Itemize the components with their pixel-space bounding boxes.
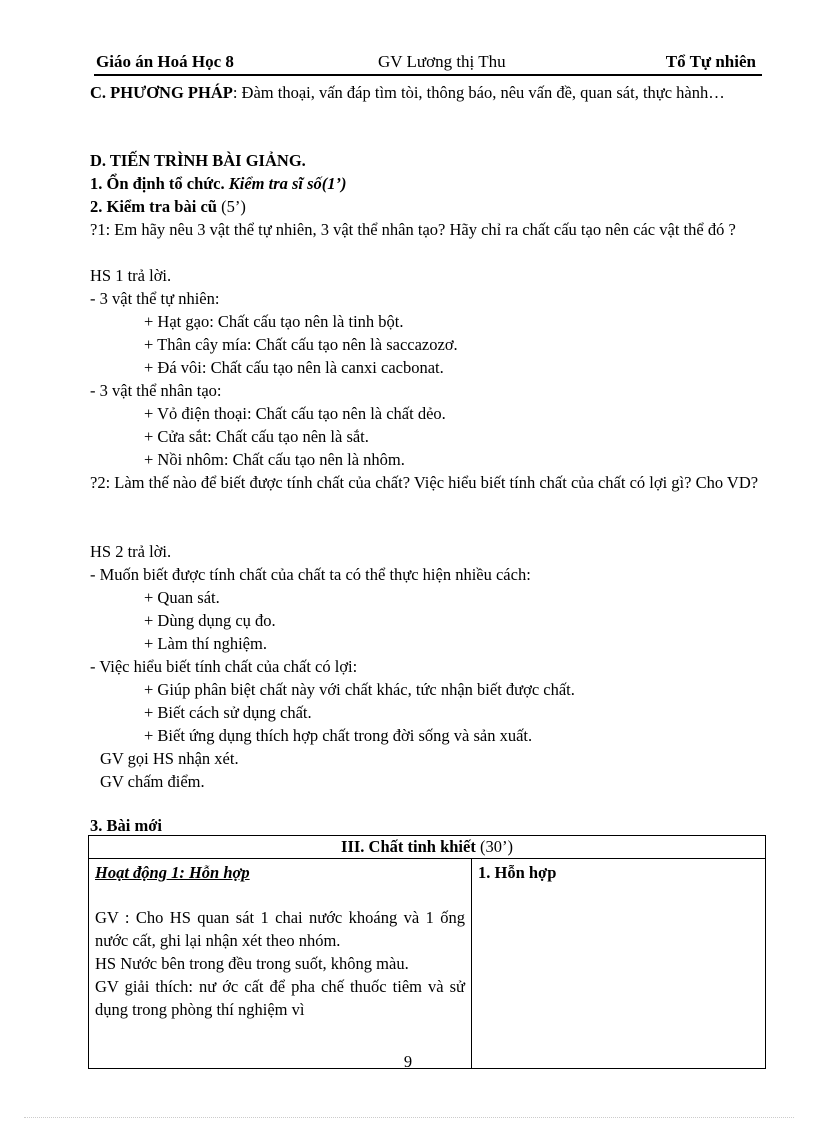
- section-c: [90, 82, 765, 104]
- header-teacher: GV Lương thị Thu: [378, 52, 506, 71]
- list-item: + Đá vôi: Chất cấu tạo nên là canxi cacbonat.: [144, 358, 444, 377]
- step-2-time: (5’): [221, 197, 246, 216]
- list-item: + Nồi nhôm: Chất cấu tạo nên là nhôm.: [144, 450, 405, 469]
- lesson-table: [88, 835, 766, 1069]
- section-c-label: C. PHƯƠNG PHÁP: [90, 83, 233, 102]
- list-item: + Quan sát.: [144, 588, 220, 607]
- q1-artificial-title: - 3 vật thể nhân tạo:: [90, 381, 222, 400]
- list-item: + Biết cách sử dụng chất.: [144, 703, 312, 722]
- header-subject: Giáo án Hoá Học 8: [96, 52, 234, 71]
- question-2: ?2: Làm thế nào để biết được tính chất của chất? Việc hiểu biết tính chất của chất có lợi gì? Cho VD?: [90, 473, 759, 492]
- table-header: [89, 836, 766, 859]
- page-boundary: [24, 1117, 794, 1118]
- new-lesson-title: 3. Bài mới: [90, 816, 162, 835]
- q2-benefit-title: - Việc hiểu biết tính chất của chất có lợi:: [90, 657, 358, 676]
- q2-ways-title: - Muốn biết được tính chất của chất ta có thể thực hiện nhiều cách:: [90, 565, 531, 584]
- q1-natural-title: - 3 vật thể tự nhiên:: [90, 289, 220, 308]
- list-item: + Giúp phân biệt chất này với chất khác, tức nhận biết được chất.: [144, 680, 575, 699]
- section-d-title: D. TIẾN TRÌNH BÀI GIẢNG.: [90, 151, 306, 170]
- step-2-label: 2. Kiểm tra bài cũ: [90, 197, 217, 216]
- content-title: 1. Hỗn hợp: [478, 863, 557, 882]
- step-1-label: 1. Ổn định tổ chức.: [90, 174, 225, 193]
- step-2: [90, 196, 246, 218]
- list-item: + Hạt gạo: Chất cấu tạo nên là tinh bột.: [144, 312, 404, 331]
- list-item: + Làm thí nghiệm.: [144, 634, 267, 653]
- list-item: + Cửa sắt: Chất cấu tạo nên là sắt.: [144, 427, 369, 446]
- header-divider: [94, 74, 762, 76]
- activity-paragraph: GV giải thích: nư ớc cất để pha chế thuốc tiêm và sử dụng trong phòng thí nghiệm vì: [95, 977, 465, 1019]
- table-header-title: III. Chất tinh khiết: [341, 837, 476, 856]
- gv-note-2: GV chấm điểm.: [100, 772, 205, 791]
- activity-column: [89, 859, 472, 1069]
- list-item: + Thân cây mía: Chất cấu tạo nên là saccazozơ.: [144, 335, 458, 354]
- activity-paragraph: GV : Cho HS quan sát 1 chai nước khoáng và 1 ống nước cất, ghi lại nhận xét theo nhóm.: [95, 908, 465, 950]
- page-number: 9: [403, 1052, 413, 1071]
- q1-answerer: HS 1 trả lời.: [90, 266, 172, 285]
- gv-note-1: GV gọi HS nhận xét.: [100, 749, 239, 768]
- content-column: [472, 859, 766, 1069]
- list-item: + Biết ứng dụng thích hợp chất trong đời sống và sản xuất.: [144, 726, 533, 745]
- header-department: Tổ Tự nhiên: [665, 52, 756, 71]
- table-header-time: (30’): [479, 837, 513, 856]
- list-item: + Vỏ điện thoại: Chất cấu tạo nên là chất dẻo.: [144, 404, 446, 423]
- step-1-detail: Kiểm tra sĩ số(1’): [228, 174, 347, 193]
- list-item: + Dùng dụng cụ đo.: [144, 611, 276, 630]
- section-c-text: : Đàm thoại, vấn đáp tìm tòi, thông báo, nêu vấn đề, quan sát, thực hành…: [232, 83, 725, 102]
- step-1: [90, 173, 347, 195]
- question-1: ?1: Em hãy nêu 3 vật thể tự nhiên, 3 vật thể nhân tạo? Hãy chỉ ra chất cấu tạo nên các vật thể đó ?: [90, 220, 736, 239]
- page-header: [96, 52, 758, 76]
- activity-title: Hoạt động 1: Hỗn hợp: [95, 863, 250, 882]
- q2-answerer: HS 2 trả lời.: [90, 542, 172, 561]
- activity-paragraph: HS Nước bên trong đều trong suốt, không màu.: [95, 954, 409, 973]
